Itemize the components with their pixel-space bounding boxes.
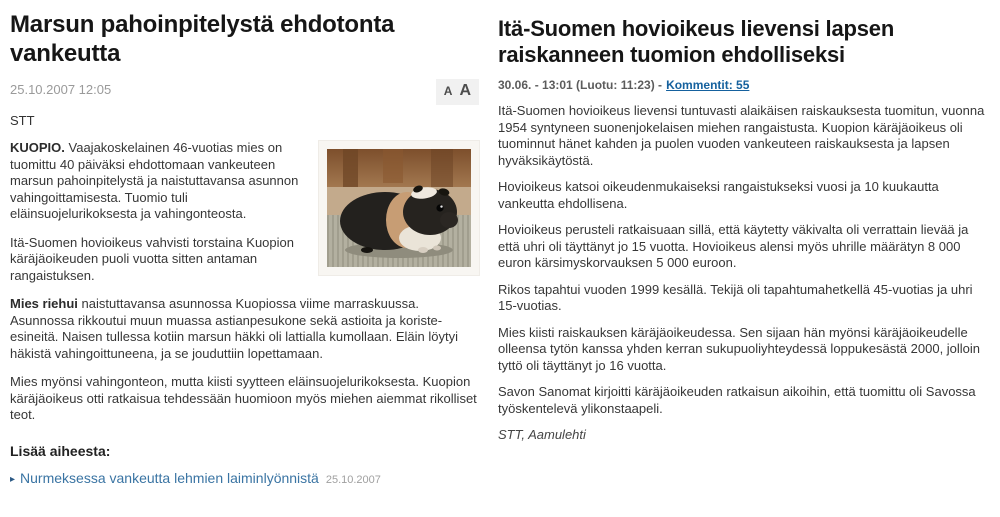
paragraph: Itä-Suomen hovioikeus lievensi tuntuvasti alaikäisen raiskauksesta tuomitun, vuonna 1954 syntyneen suonenjokelaisen miehen rangaistusta. Kuopion käräjäoikeus oli tuominnut hänet kahden ja puolen vuoden vankeuteen raiskauksesta ja lapsen hyväksikäytöstä. bbox=[498, 103, 985, 168]
article-body bbox=[10, 140, 480, 424]
article-body bbox=[498, 103, 990, 444]
article-right bbox=[498, 0, 992, 454]
paragraph: Rikos tapahtui vuoden 1999 kesällä. Tekijä oli tapahtumahetkellä 45-vuotias ja uhri 15-vuotias. bbox=[498, 281, 973, 313]
arrow-bullet-icon: ▸ bbox=[10, 473, 16, 485]
page-title: Marsun pahoinpitelystä ehdotonta vankeutta bbox=[10, 11, 395, 67]
related-item bbox=[10, 470, 480, 486]
paragraph: Hovioikeus katsoi oikeudenmukaiseksi rangaistukseksi vuosi ja 10 kuukautta vankeutta ehdollisena. bbox=[498, 179, 939, 211]
guinea-pig-photo bbox=[318, 140, 480, 276]
article-title: Itä-Suomen hovioikeus lievensi lapsen raiskanneen tuomion ehdolliseksi bbox=[498, 16, 895, 67]
paragraph-lead: KUOPIO. bbox=[10, 140, 65, 155]
publish-date: 25.10.2007 12:05 bbox=[10, 82, 112, 97]
related-heading: Lisää aiheesta: bbox=[10, 442, 111, 459]
paragraph: Mies myönsi vahingonteon, mutta kiisti syytteen eläinsuojelurikoksesta. Kuopion käräjäoikeus otti ratkaisua tehdessään huomioon myös miehen aiemmat rikolliset teot. bbox=[10, 374, 477, 422]
font-size-increase-button[interactable]: A bbox=[459, 82, 471, 99]
article-meta-row bbox=[498, 78, 992, 92]
related-article-date: 25.10.2007 bbox=[325, 473, 381, 486]
article-left bbox=[10, 0, 480, 486]
guinea-pig-illustration bbox=[327, 149, 471, 267]
paragraph: Savon Sanomat kirjoitti käräjäoikeuden ratkaisun aikoihin, että tuomittu oli Savossa työskentelevä ylikonstaapeli. bbox=[498, 384, 976, 416]
publish-time: 30.06. - 13:01 (Luotu: 11:23) - bbox=[498, 78, 663, 92]
article-meta-row bbox=[10, 79, 480, 105]
paragraph: KUOPIO. Vaajakoskelainen 46-vuotias mies on tuomittu 40 päiväksi ehdottomaan vankeuteen marsun pahoinpitelystä ja naistuttavansa asunnon vahingoittamisesta. Tuomio tuli eläinsuojelurikoksesta ja vahingonteosta. bbox=[10, 140, 299, 221]
byline: STT, Aamulehti bbox=[498, 427, 586, 442]
comments-link[interactable]: Kommentit: 55 bbox=[666, 78, 750, 92]
paragraph: Mies riehui naistuttavansa asunnossa Kuopiossa viime marraskuussa. Asunnossa rikkoutui muun muassa astianpesukone sekä astioita ja koriste-esineitä. Naisen tullessa kotiin marsun häkki oli lattialla kumollaan. Eläin löytyi häkistä vahingoittuneena, ja se jouduttiin lopettamaan. bbox=[10, 296, 458, 361]
font-size-decrease-button[interactable]: A bbox=[443, 84, 453, 98]
font-size-control bbox=[436, 79, 479, 105]
paragraph: Itä-Suomen hovioikeus vahvisti torstaina Kuopion käräjäoikeuden puoli vuotta sitten antaman rangaistuksen. bbox=[10, 234, 294, 283]
paragraph: Hovioikeus perusteli ratkaisuaan sillä, että käytetty väkivalta oli verrattain lievää ja että uhri oli täyttänyt jo 15 vuotta. Hovioikeus alensi myös uhrille määrätyn 8 000 euron kärsimyskorvauksen 5 000 euroon. bbox=[498, 222, 969, 270]
paragraph: Mies kiisti raiskauksen käräjäoikeudessa. Sen sijaan hän myönsi käräjäoikeudelle olleensa tytön kanssa yhden kerran sukupuoliyhteydessä loppukesästä 2000, jolloin tyttö oli täyttänyt jo 16 vuotta. bbox=[498, 324, 981, 373]
byline: STT bbox=[10, 113, 35, 128]
paragraph-lead: Mies riehui bbox=[10, 296, 78, 311]
related-article-link[interactable]: Nurmeksessa vankeutta lehmien laiminlyönnistä bbox=[20, 469, 319, 486]
